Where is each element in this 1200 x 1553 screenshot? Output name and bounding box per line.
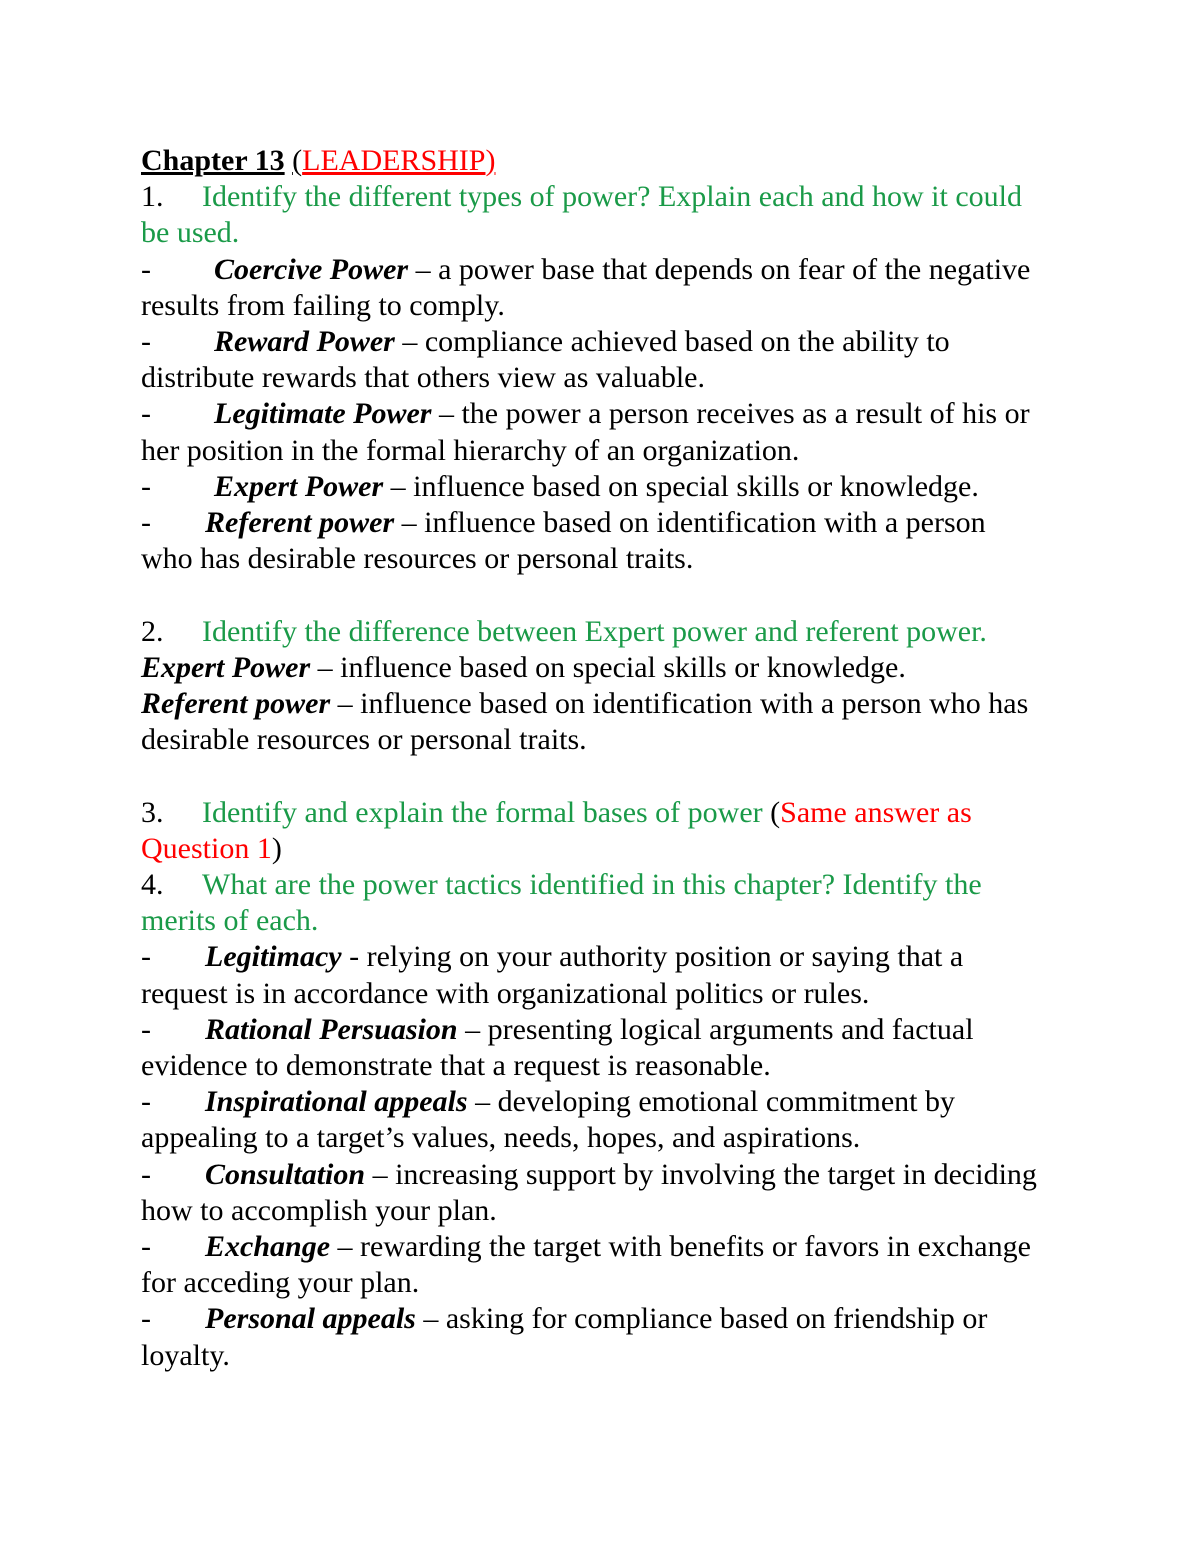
bullet-dash: - <box>141 1157 151 1191</box>
note-paren-open: ( <box>770 795 781 829</box>
answer-item <box>141 686 1041 758</box>
question-4 <box>141 867 1041 939</box>
power-term: Coercive Power <box>214 252 409 286</box>
bullet-dash: - <box>141 325 151 359</box>
tactic-description: – presenting logical arguments and factual evidence to demonstrate that a request is reasonable. <box>141 1012 974 1083</box>
chapter-topic: LEADERSHIP <box>302 144 486 177</box>
tactic-item <box>141 1012 1041 1084</box>
tactic-term: Personal appeals <box>205 1302 416 1336</box>
question-note: Same answer as Question 1 <box>141 795 972 865</box>
tactic-term: Inspirational appeals <box>205 1085 468 1119</box>
tactic-item <box>141 1301 1041 1373</box>
power-description: – the power a person receives as a result of his or her position in the formal hierarchy of an organization. <box>141 397 1030 467</box>
tactic-description: – increasing support by involving the target in deciding how to accomplish your plan. <box>141 1157 1037 1227</box>
note-paren-close: ) <box>271 831 282 865</box>
chapter-paren-open: ( <box>292 144 303 177</box>
power-description: – influence based on special skills or knowledge. <box>383 469 979 503</box>
power-term: Reward Power <box>214 325 395 359</box>
power-term: Referent power <box>205 506 395 540</box>
bullet-dash: - <box>141 469 151 503</box>
power-term: Expert Power <box>214 469 384 503</box>
tactic-description: – asking for compliance based on friendship or loyalty. <box>141 1302 988 1372</box>
tactic-term: Legitimacy <box>205 940 342 974</box>
bullet-dash: - <box>141 1230 151 1264</box>
tactic-item <box>141 1229 1041 1301</box>
chapter-paren-close: ) <box>485 144 496 177</box>
question-number: 2. <box>141 614 164 648</box>
tactic-description: - relying on your authority position or saying that a request is in accordance with organizational politics or rules. <box>141 940 964 1010</box>
question-2 <box>141 614 1041 650</box>
question-text: What are the power tactics identified in this chapter? Identify the merits of each. <box>141 868 982 938</box>
question-number: 1. <box>141 180 164 214</box>
bullet-dash: - <box>141 252 151 286</box>
tactic-item <box>141 939 1041 1011</box>
question-text: Identify and explain the formal bases of power <box>202 795 771 829</box>
power-description: – influence based on identification with a person who has desirable resources or personal traits. <box>141 506 986 576</box>
bullet-dash: - <box>141 397 151 431</box>
power-item <box>141 469 1041 505</box>
power-item <box>141 324 1041 396</box>
blank-line <box>141 758 1041 794</box>
power-term: Expert Power <box>141 650 311 684</box>
question-number: 3. <box>141 795 164 829</box>
document-page <box>141 143 1041 1374</box>
bullet-dash: - <box>141 1085 151 1119</box>
tactic-description: – developing emotional commitment by appealing to a target’s values, needs, hopes, and aspirations. <box>141 1085 955 1155</box>
question-text: Identify the different types of power? Explain each and how it could be used. <box>141 180 1023 250</box>
power-term: Legitimate Power <box>214 397 432 431</box>
blank-line <box>141 577 1041 613</box>
question-1 <box>141 179 1041 251</box>
tactic-item <box>141 1157 1041 1229</box>
bullet-dash: - <box>141 1012 151 1046</box>
power-item <box>141 396 1041 468</box>
question-text: Identify the difference between Expert power and referent power. <box>202 614 987 648</box>
chapter-number: Chapter 13 <box>141 144 285 177</box>
power-description: – compliance achieved based on the ability to distribute rewards that others view as valuable. <box>141 325 950 395</box>
tactic-term: Exchange <box>205 1230 331 1264</box>
power-item <box>141 505 1041 577</box>
chapter-heading <box>141 143 1041 179</box>
bullet-dash: - <box>141 506 151 540</box>
power-description: – influence based on identification with a person who has desirable resources or personal traits. <box>141 687 1029 757</box>
question-number: 4. <box>141 868 164 902</box>
bullet-dash: - <box>141 1302 151 1336</box>
power-description: – a power base that depends on fear of the negative results from failing to comply. <box>141 252 1031 322</box>
power-description: – influence based on special skills or knowledge. <box>310 650 906 684</box>
tactic-item <box>141 1084 1041 1156</box>
question-3 <box>141 795 1041 867</box>
power-item <box>141 252 1041 324</box>
tactic-term: Consultation <box>205 1157 366 1191</box>
tactic-description: – rewarding the target with benefits or favors in exchange for acceding your plan. <box>141 1230 1031 1300</box>
tactic-term: Rational Persuasion <box>205 1012 458 1046</box>
answer-item <box>141 650 1041 686</box>
bullet-dash: - <box>141 940 151 974</box>
power-term: Referent power <box>141 687 331 721</box>
